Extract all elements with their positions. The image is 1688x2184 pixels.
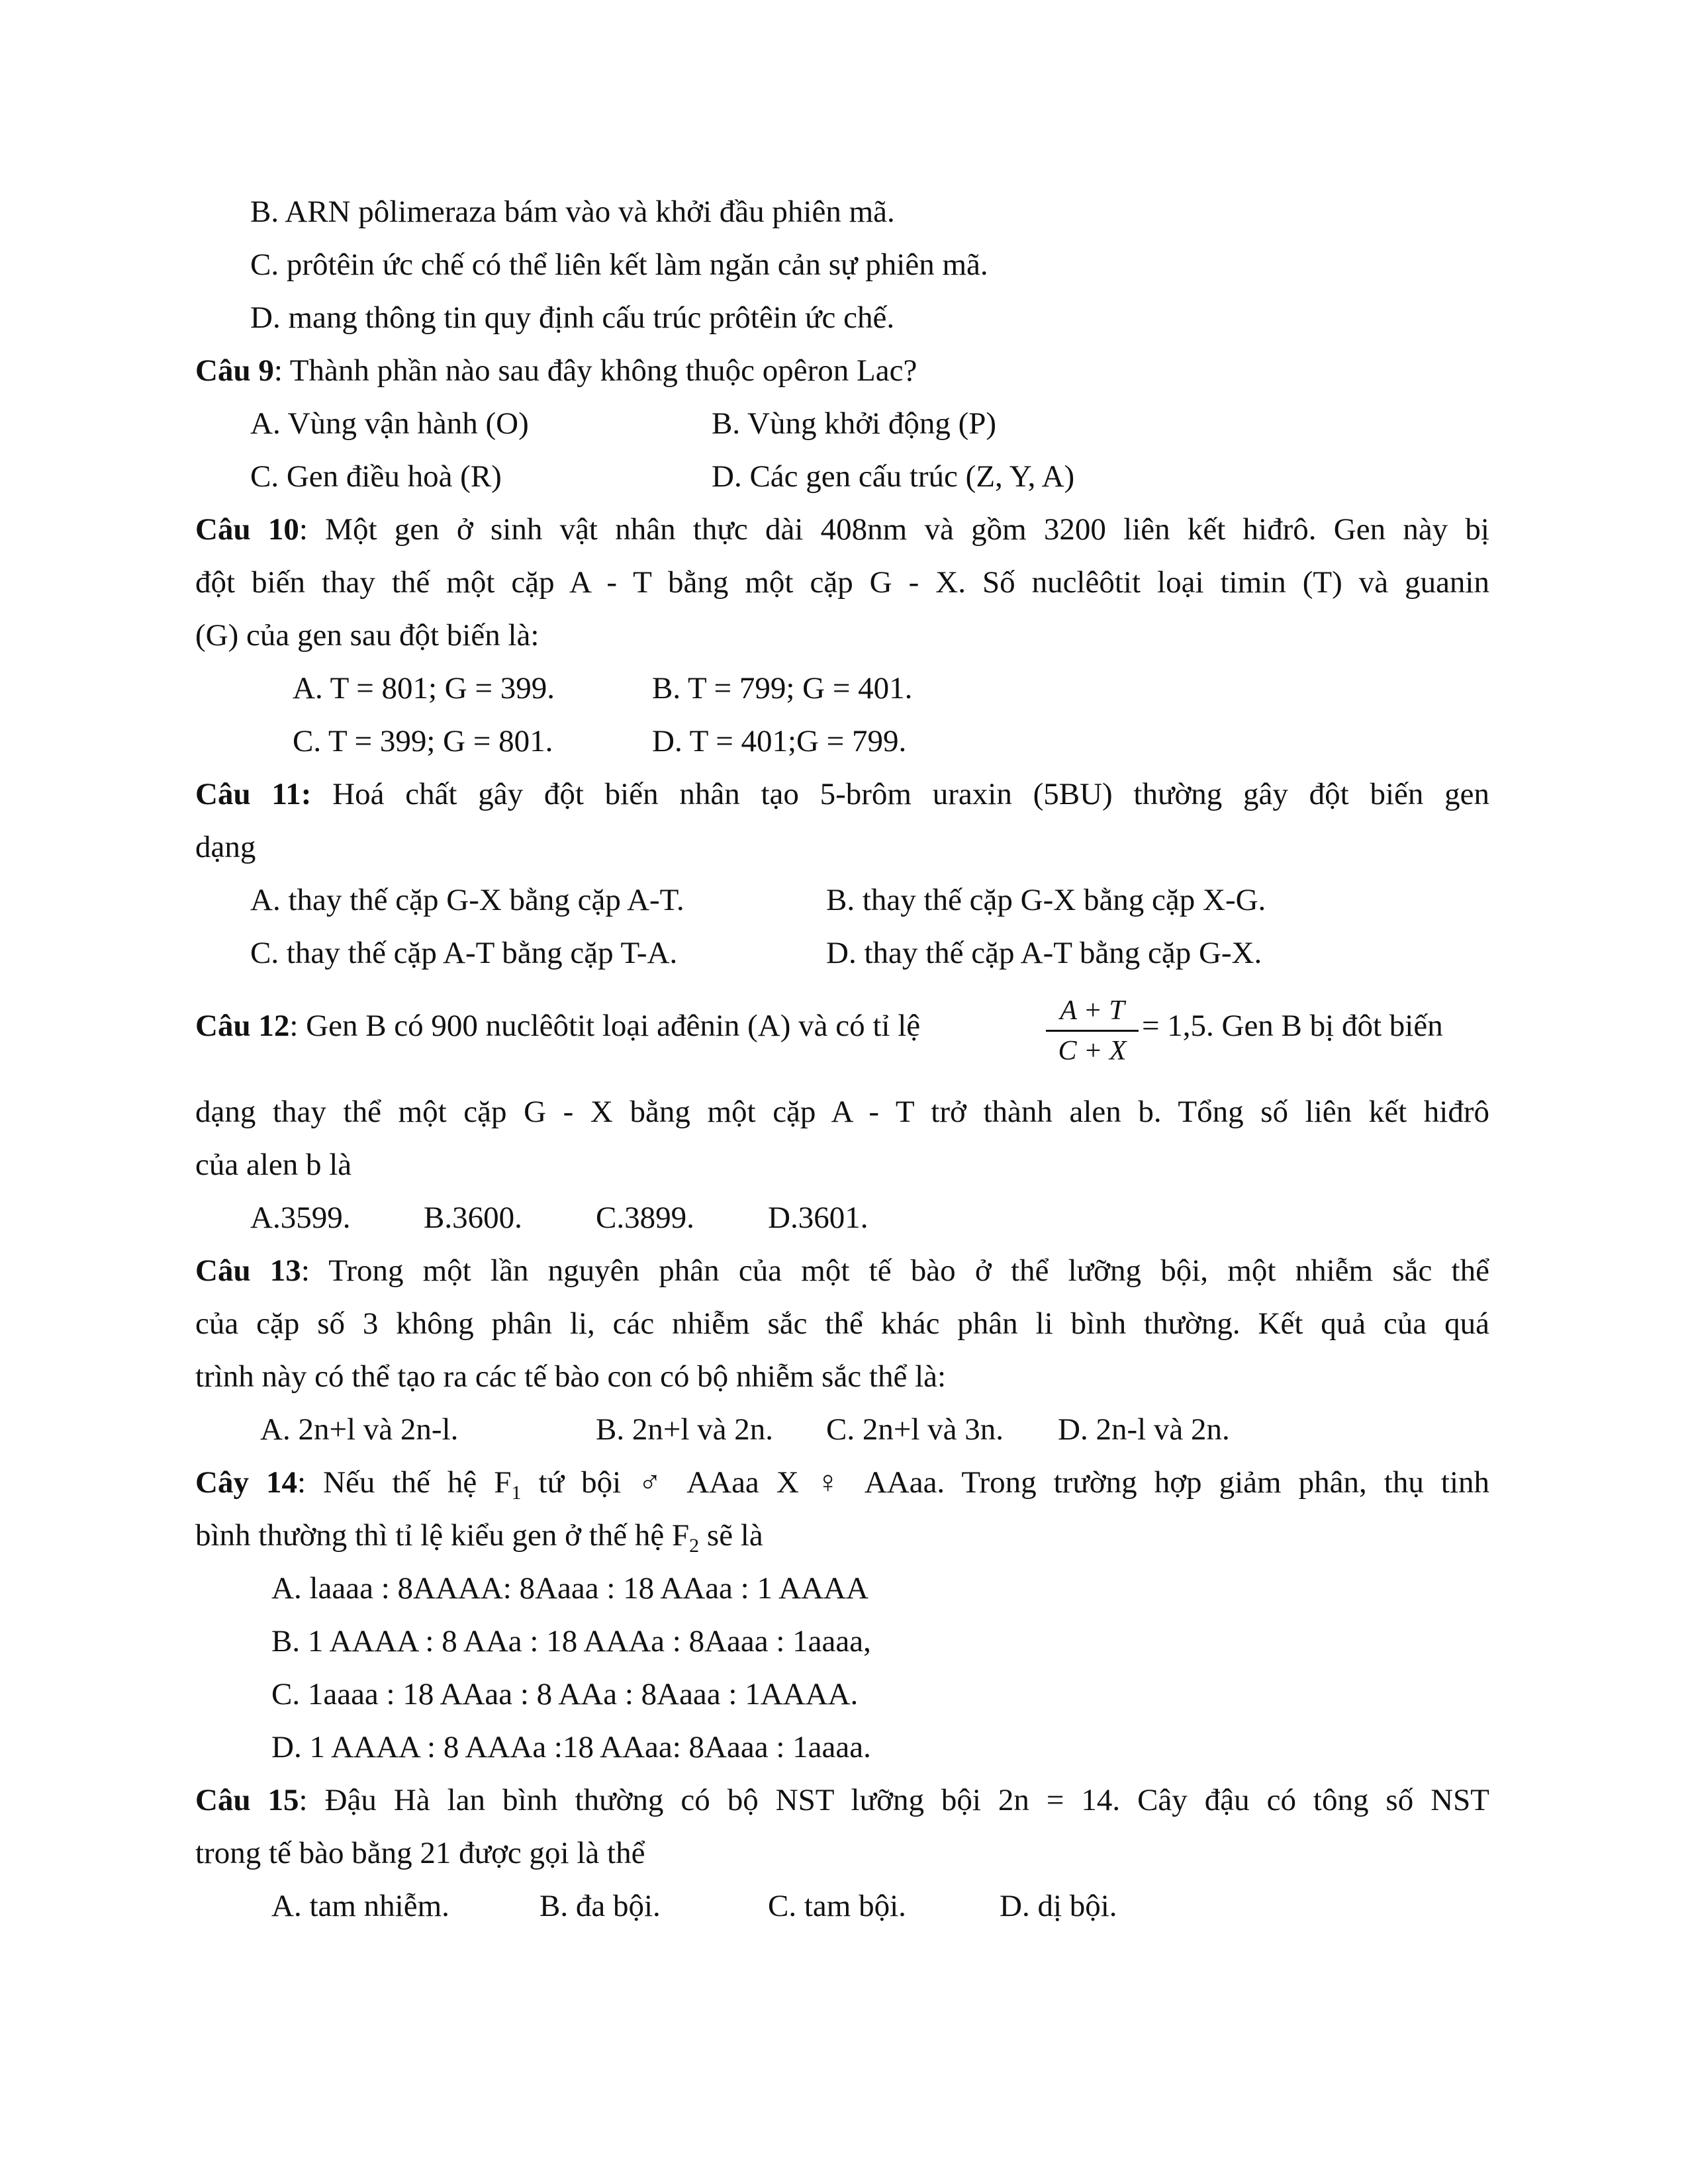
q10-label: Câu 10 (195, 512, 299, 547)
q11-option-a: A. thay thế cặp G-X bằng cặp A-T. (250, 883, 684, 917)
q9-option-d: D. Các gen cấu trúc (Z, Y, A) (712, 459, 1075, 494)
q11-option-d: D. thay thế cặp A-T bằng cặp G-X. (826, 936, 1262, 970)
q13-stem-line1: Câu 13: Trong một lần nguyên phân của một tế bào ở thể lưỡng bội, một nhiễm sắc thể (195, 1253, 1489, 1288)
q8-option-c: C. prôtêin ức chế có thể liên kết làm ngăn cản sự phiên mã. (250, 248, 988, 282)
q15-option-c: C. tam bội. (768, 1889, 906, 1923)
q15-label: Câu 15 (195, 1783, 299, 1817)
q9-option-c: C. Gen điều hoà (R) (250, 459, 502, 494)
q10-stem-line2: đột biến thay thế một cặp A - T bằng một cặp G - X. Số nuclêôtit loại timin (T) và guanin (195, 565, 1489, 600)
q12-option-c: C.3899. (596, 1201, 694, 1235)
q15-stem-line2: trong tế bào bằng 21 được gọi là thể (195, 1836, 645, 1870)
q13-option-b: B. 2n+l và 2n. (596, 1412, 774, 1447)
q9-option-b: B. Vùng khởi động (P) (712, 406, 997, 441)
q12-option-b: B.3600. (424, 1201, 522, 1235)
q12-fraction (1046, 993, 1139, 1069)
q12-fraction-numerator: A + T (1060, 995, 1125, 1026)
q10-option-a: A. T = 801; G = 399. (293, 671, 555, 705)
q14-option-d: D. 1 AAAA : 8 AAAa :18 AAaa: 8Aaaa : 1aaaa. (271, 1730, 871, 1764)
q12-stem-line1-end: = 1,5. Gen B bị đôt biến (1142, 1009, 1443, 1043)
q12-stem-line1: Câu 12: Gen B có 900 nuclêôtit loại ađênin (A) và có tỉ lệ (195, 1009, 921, 1043)
q12-stem-line2: dạng thay thể một cặp G - X bằng một cặp A - T trở thành alen b. Tổng số liên kết hiđrô (195, 1095, 1489, 1129)
q9-option-a: A. Vùng vận hành (O) (250, 406, 529, 441)
q12-stem-line3: của alen b là (195, 1148, 352, 1182)
q15-option-b: B. đa bội. (539, 1889, 661, 1923)
q14-label: Cây 14 (195, 1465, 297, 1500)
q13-option-d: D. 2n-l và 2n. (1058, 1412, 1230, 1447)
q12-option-d: D.3601. (768, 1201, 868, 1235)
q14-option-c: C. 1aaaa : 18 AAaa : 8 AAa : 8Aaaa : 1AAAA. (271, 1677, 859, 1711)
q11-stem-line1: Câu 11: Hoá chất gây đột biến nhân tạo 5-brôm uraxin (5BU) thường gây đột biến gen (195, 777, 1490, 811)
q11-label: Câu 11: (195, 777, 312, 811)
q11-option-c: C. thay thế cặp A-T bằng cặp T-A. (250, 936, 678, 970)
q15-option-a: A. tam nhiễm. (271, 1889, 449, 1923)
q12-fraction-denominator: C + X (1058, 1036, 1127, 1066)
q8-option-b: B. ARN pôlimeraza bám vào và khởi đầu phiên mã. (250, 195, 895, 229)
q13-label: Câu 13 (195, 1253, 301, 1288)
q13-stem-line3: trình này có thể tạo ra các tế bào con có bộ nhiễm sắc thể là: (195, 1359, 947, 1394)
q13-option-c: C. 2n+l và 3n. (826, 1412, 1004, 1447)
q13-stem-line2: của cặp số 3 không phân li, các nhiễm sắc thể khác phân li bình thường. Kết quả của quá (195, 1306, 1489, 1341)
q8-option-d: D. mang thông tin quy định cấu trúc prôtêin ức chế. (250, 300, 895, 335)
q9-stem: Câu 9: Thành phần nào sau đây không thuộc opêron Lac? (195, 353, 917, 388)
q14-stem-line2: bình thường thì tỉ lệ kiểu gen ở thế hệ $F_2$ sẽ là (195, 1518, 763, 1557)
q9-label: Câu 9 (195, 353, 274, 388)
q14-stem-line1: Cây 14: Nếu thế hệ $F_1$ tứ bội ♂ AAaa X ♀ AAaa. Trong trường hợp giảm phân, thụ tinh (195, 1465, 1490, 1504)
q13-option-a: A. 2n+l và 2n-l. (260, 1412, 459, 1447)
q10-option-d: D. T = 401;G = 799. (652, 724, 907, 758)
q11-stem-line2: dạng (195, 830, 256, 864)
q11-option-b: B. thay thế cặp G-X bằng cặp X-G. (826, 883, 1266, 917)
q14-subscript-2: 2 (689, 1535, 700, 1557)
q14-option-a: A. laaaa : 8AAAA: 8Aaaa : 18 AAaa : 1 AAAA (271, 1571, 868, 1606)
q12-fraction-bar (1046, 1030, 1139, 1032)
q14-subscript-1: 1 (511, 1482, 522, 1504)
q12-option-a: A.3599. (250, 1201, 351, 1235)
q10-stem-line1: Câu 10: Một gen ở sinh vật nhân thực dài 408nm và gồm 3200 liên kết hiđrô. Gen này bị (195, 512, 1489, 547)
q10-stem-line3: (G) của gen sau đột biến là: (195, 618, 539, 653)
q10-option-b: B. T = 799; G = 401. (652, 671, 913, 705)
q15-stem-line1: Câu 15: Đậu Hà lan bình thường có bộ NST lưỡng bội 2n = 14. Cây đậu có tông số NST (195, 1783, 1489, 1817)
q14-option-b: B. 1 AAAA : 8 AAa : 18 AAAa : 8Aaaa : 1aaaa, (271, 1624, 871, 1659)
q15-option-d: D. dị bội. (1000, 1889, 1117, 1923)
q12-label: Câu 12 (195, 1009, 290, 1043)
q10-option-c: C. T = 399; G = 801. (293, 724, 553, 758)
